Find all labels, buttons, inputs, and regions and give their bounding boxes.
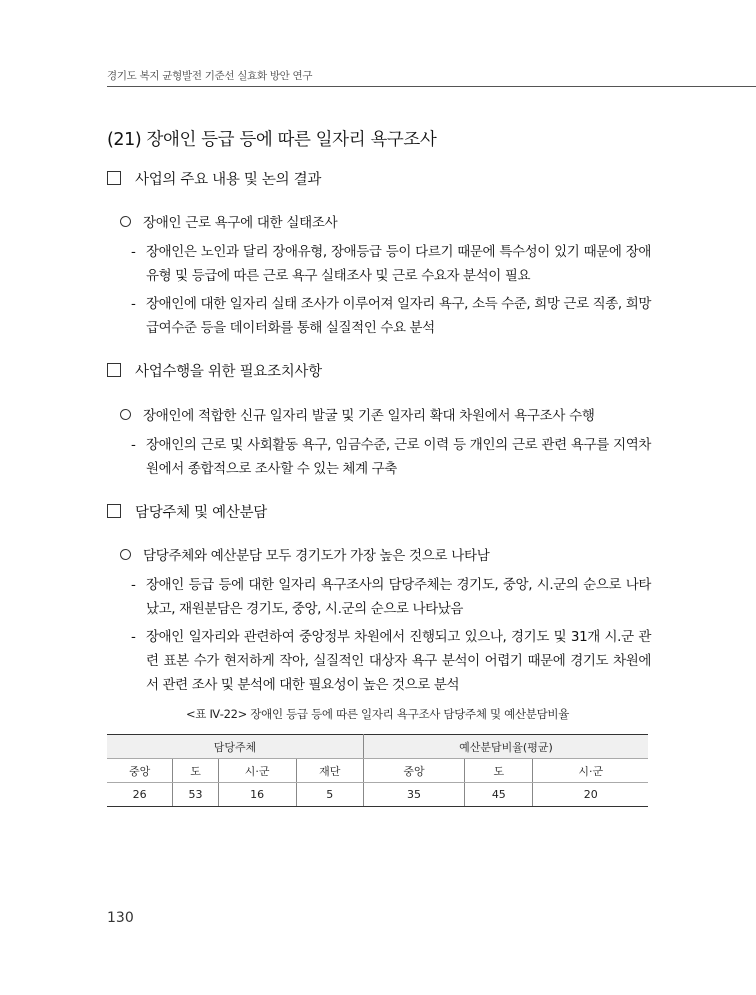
detail-text: 장애인의 근로 및 사회활동 욕구, 임금수준, 근로 이력 등 개인의 근로 관련 욕구를 지역차원에서 종합적으로 조사할 수 있는 체계 구축 <box>146 437 651 477</box>
point-text: 담당주체와 예산분담 모두 경기도가 가장 높은 것으로 나타남 <box>143 548 490 564</box>
running-header: 경기도 복지 균형발전 기준선 실효화 방안 연구 <box>107 70 313 82</box>
table-sub-header-row <box>107 759 648 783</box>
dash-bullet: - <box>131 629 136 645</box>
section-heading-text: 사업수행을 위한 필요조치사항 <box>135 364 322 380</box>
detail-item <box>131 625 651 697</box>
point-item <box>120 544 489 564</box>
table-caption: <표 Ⅳ-22> 장애인 등급 등에 따른 일자리 욕구조사 담당주체 및 예산분담비율 <box>185 707 570 721</box>
dash-bullet: - <box>131 437 136 453</box>
header-rule <box>107 86 756 87</box>
dash-bullet: - <box>131 244 136 260</box>
section-heading <box>107 360 322 381</box>
group-header-cell: 담당주체 <box>107 735 363 759</box>
square-bullet-icon <box>107 171 121 185</box>
sub-header-cell: 중앙 <box>107 759 173 783</box>
circle-bullet-icon <box>120 409 131 420</box>
circle-bullet-icon <box>120 549 131 560</box>
square-bullet-icon <box>107 363 121 377</box>
point-item <box>120 404 595 424</box>
table-cell: 45 <box>465 783 533 807</box>
point-text: 장애인에 적합한 신규 일자리 발굴 및 기존 일자리 확대 차원에서 욕구조사 수행 <box>143 408 595 424</box>
section-heading-text: 담당주체 및 예산분담 <box>135 505 267 521</box>
sub-header-cell: 중앙 <box>363 759 464 783</box>
table-cell: 53 <box>173 783 218 807</box>
detail-item <box>131 573 651 621</box>
detail-text: 장애인 일자리와 관련하여 중앙정부 차원에서 진행되고 있으나, 경기도 및 31개 시.군 관련 표본 수가 현저하게 작아, 실질적인 대상자 욕구 분석이 어렵기 때문에 경기도 차원에서 관련 조사 및 분석에 대한 필요성이 높은 것으로 분석 <box>146 629 651 693</box>
table-cell: 35 <box>363 783 464 807</box>
sub-header-cell: 시·군 <box>533 759 648 783</box>
sub-header-cell: 도 <box>465 759 533 783</box>
detail-text: 장애인 등급 등에 대한 일자리 욕구조사의 담당주체는 경기도, 중앙, 시.군의 순으로 나타났고, 재원분담은 경기도, 중앙, 시.군의 순으로 나타났음 <box>146 577 651 617</box>
page-number: 130 <box>107 910 134 926</box>
group-header-cell: 예산분담비율(평균) <box>363 735 648 759</box>
detail-item <box>131 433 651 481</box>
table-cell: 20 <box>533 783 648 807</box>
section-title: (21) 장애인 등급 등에 따른 일자리 욕구조사 <box>107 130 437 150</box>
section-heading <box>107 168 321 189</box>
budget-table <box>107 734 648 807</box>
section-heading-text: 사업의 주요 내용 및 논의 결과 <box>135 172 322 188</box>
dash-bullet: - <box>131 296 136 312</box>
table-cell: 5 <box>296 783 363 807</box>
table-group-header-row <box>107 735 648 759</box>
table-cell: 16 <box>218 783 296 807</box>
square-bullet-icon <box>107 504 121 518</box>
table-row <box>107 783 648 807</box>
circle-bullet-icon <box>120 216 131 227</box>
sub-header-cell: 도 <box>173 759 218 783</box>
point-text: 장애인 근로 욕구에 대한 실태조사 <box>143 215 338 231</box>
detail-item <box>131 292 651 340</box>
sub-header-cell: 재단 <box>296 759 363 783</box>
detail-text: 장애인은 노인과 달리 장애유형, 장애등급 등이 다르기 때문에 특수성이 있기 때문에 장애유형 및 등급에 따른 근로 욕구 실태조사 및 근로 수요자 분석이 필요 <box>146 244 651 284</box>
detail-text: 장애인에 대한 일자리 실태 조사가 이루어져 일자리 욕구, 소득 수준, 희망 근로 직종, 희망 급여수준 등을 데이터화를 통해 실질적인 수요 분석 <box>146 296 651 336</box>
table-cell: 26 <box>107 783 173 807</box>
section-heading <box>107 501 267 522</box>
point-item <box>120 211 337 231</box>
detail-item <box>131 240 651 288</box>
dash-bullet: - <box>131 577 136 593</box>
sub-header-cell: 시·군 <box>218 759 296 783</box>
